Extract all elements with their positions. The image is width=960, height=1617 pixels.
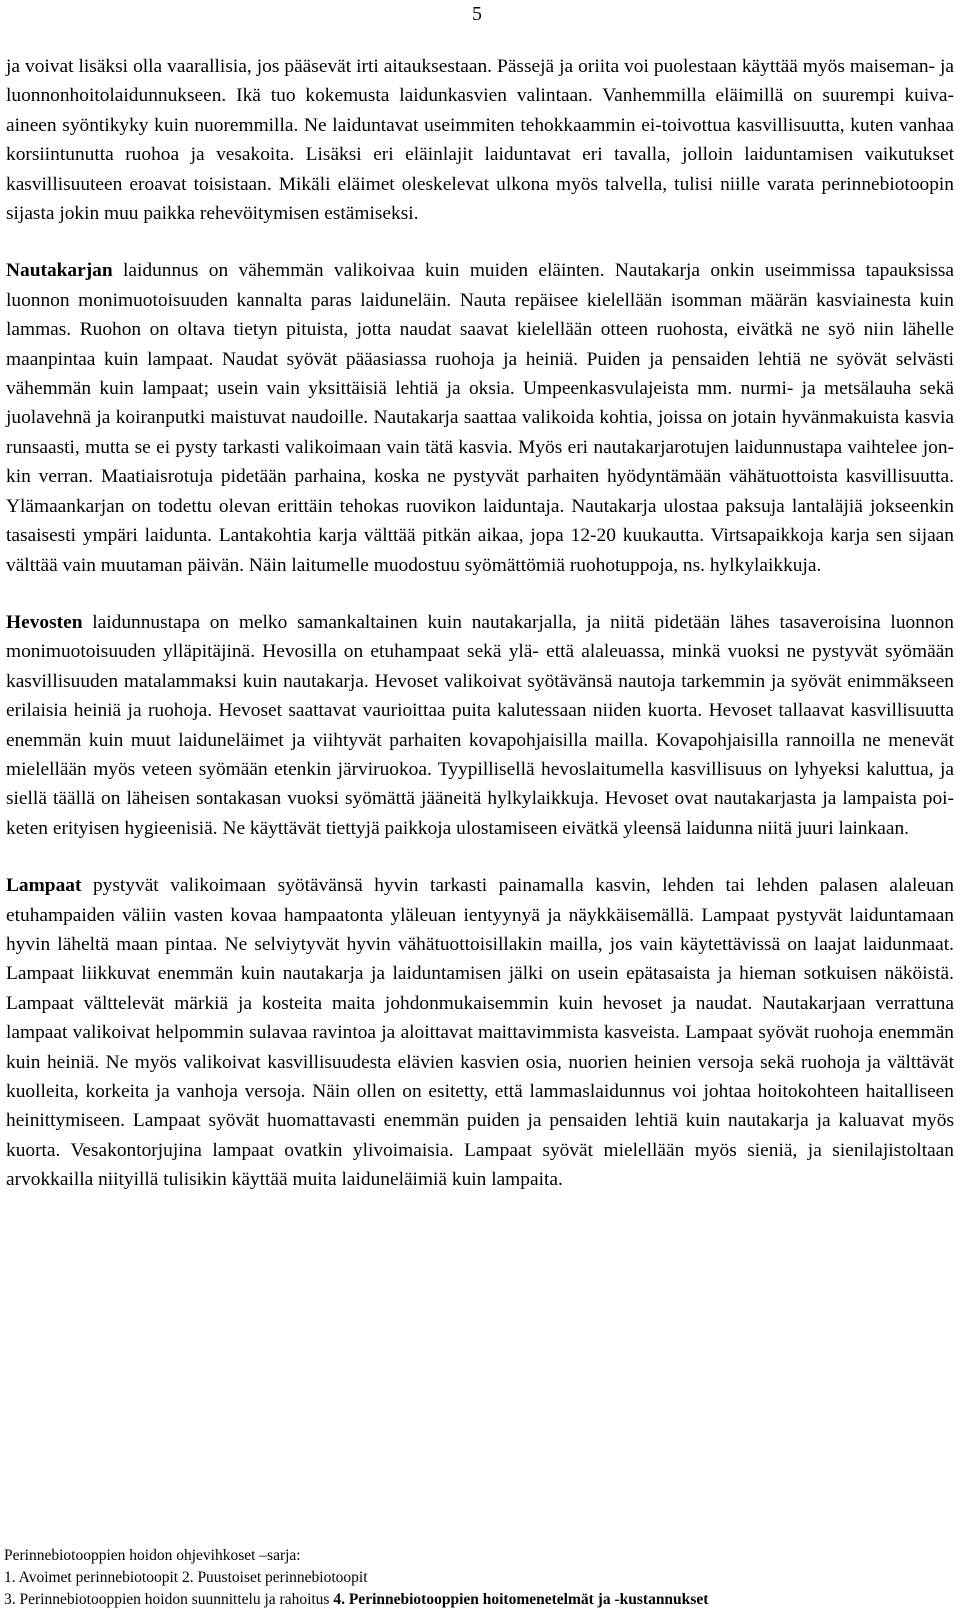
paragraph-lead-term: Nautakarjan bbox=[6, 260, 113, 282]
footer-series-list bbox=[4, 1545, 954, 1611]
paragraph-lampaat bbox=[6, 871, 954, 1194]
paragraph-lead-term: Hevosten bbox=[6, 611, 83, 633]
document-body bbox=[6, 52, 954, 1195]
footer-series-line-2 bbox=[4, 1589, 954, 1611]
paragraph-text: laidunnustapa on melko samankaltainen kuin nautakarjalla, ja niitä pidetään lähes tasaveroisina luonnon monimuotoisuuden ylläpitäjinä. Hevosilla on etuhampaat sekä ylä- että alaleuassa, minkä vuoksi ne pystyvät syömään kasvillisuuden matalammaksi kuin nautakarja. Hevoset valikoivat syötävänsä nautoja tarkemmin ja syövät enimmäkseen erilaisia heiniä ja ruohoja. Hevoset saattavat vaurioittaa puita kalutessaan niiden kuorta. Hevoset tallaavat kasvillisuutta enemmän kuin muut laiduneläimet ja viihtyvät parhaiten kovapohjaisilla mailla. Kovapohjaisilla rannoilla ne menevät mielellään myös veteen syömään etenkin järviruokoa. Tyypillisellä hevoslaitumella kasvillisuus on lyhyeksi kaluttua, ja siellä täällä on läheisen sontakasan vuoksi syömättä jääneitä hylkylaikkuja. Hevoset ovat nautakarjasta ja lampaista poiketen erityisen hygieenisiä. Ne käyttävät tiettyjä paikkoja ulostamiseen eivätkä yleensä laidunna niitä juuri lainkaan. bbox=[6, 611, 954, 839]
paragraph-text: pystyvät valikoimaan syötävänsä hyvin tarkasti painamalla kasvin, lehden tai lehden palasen alaleuan etuhampaiden väliin vasten kovaa hampaatonta yläleuan ientyynyä ja näykkäisemällä. Lampaat pystyvät laiduntamaan hyvin läheltä maan pintaa. Ne selviytyvät hyvin vähätuottoisillakin mailla, jos vain käytettävissä on laajat laidunmaat. Lampaat liikkuvat enemmän kuin nautakarja ja laiduntamisen jälki on usein epätasaista ja hieman sotkuisen näköistä. Lampaat välttelevät märkiä ja kosteita maita johdonmukaisemmin kuin hevoset ja naudat. Nautakarjaan verrattuna lampaat valikoivat helpommin sulavaa ravintoa ja aloittavat maittavimmista kasveista. Lampaat syövät ruohoja enemmän kuin heiniä. Ne myös valikoivat kasvillisuudesta elävien kasvien osia, nuorien heinien versoja sekä ruohoja ja välttävät kuolleita, korkeita ja vanhoja versoja. Näin ollen on esitetty, että lammaslaidunnus voi johtaa hoitokohteen haitalliseen heinittymiseen. Lampaat syövät huomattavasti enemmän puiden ja pensaiden lehtiä kuin nautakarja ja kaluavat myös kuorta. Vesakontorjujina lampaat ovatkin ylivoimaisia. Lampaat syövät mielellään myös sieniä, ja sienilajistoltaan arvokkailla niityillä tulisikin käyttää muita laiduneläimiä kuin lampaita. bbox=[6, 875, 954, 1191]
footer-series-line-1: 1. Avoimet perinnebiotoopit 2. Puustoiset perinnebiotoopit bbox=[4, 1569, 368, 1586]
footer-series-item: 3. Perinnebiotooppien hoidon suunnittelu ja rahoitus bbox=[4, 1591, 334, 1608]
paragraph-text: ja voivat lisäksi olla vaarallisia, jos pääsevät irti aitauksestaan. Pässejä ja oriita voi puolestaan käyttää myös maiseman- ja luonnonhoitolaidunnukseen. Ikä tuo kokemusta laidunkasvien valintaan. Vanhemmilla eläimillä on suurempi kuiva-aineen syöntikyky kuin nuoremmilla. Ne laiduntavat useimmiten tehokkaammin ei-toivottua kasvillisuutta, kuten vanhaa korsiintunutta ruohoa ja vesakoita. Lisäksi eri eläinlajit laiduntavat eri tavalla, jolloin laiduntamisen vaikutukset kasvillisuuteen eroavat toisistaan. Mikäli eläimet oleskelevat ulkona myös talvella, tulisi niille varata perinnebiotoopin sijasta jokin muu paikka rehevöitymisen estämiseksi. bbox=[6, 56, 954, 225]
footer-series-title: Perinnebiotooppien hoidon ohjevihkoset –sarja: bbox=[4, 1547, 301, 1564]
paragraph-nautakarja bbox=[6, 256, 954, 579]
paragraph-lead-term: Lampaat bbox=[6, 875, 82, 897]
page-number: 5 bbox=[472, 3, 482, 25]
paragraph-hevoset bbox=[6, 608, 954, 843]
paragraph-intro bbox=[6, 52, 954, 228]
footer-series-current-item: 4. Perinnebiotooppien hoitomenetelmät ja -kustannukset bbox=[333, 1591, 709, 1608]
paragraph-text: laidunnus on vähemmän valikoivaa kuin muiden eläinten. Nautakarja onkin useimmissa tapauksissa luonnon monimuotoisuuden kannalta paras laiduneläin. Nauta repäisee kielellään isomman määrän kasviainesta kuin lammas. Ruohon on oltava tietyn pituista, jotta naudat saavat kielellään otteen ruohosta, eivätkä ne syö niin lähelle maanpintaa kuin lampaat. Naudat syövät pääasiassa ruohoja ja heiniä. Puiden ja pensaiden lehtiä ne syövät selvästi vähemmän kuin lampaat; usein vain yksittäisiä lehtiä ja oksia. Umpeenkasvulajeista mm. nurmi- ja metsälauha sekä juolavehnä ja koiranputki maistuvat naudoille. Nautakarja saattaa valikoida kohtia, joissa on jotain hyvänmakuista kasvia runsaasti, mutta se ei pysty tarkasti valikoimaan vain tätä kasvia. Myös eri nautakarjarotujen laidunnustapa vaihtelee jonkin verran. Maatiaisrotuja pidetään parhaina, koska ne pystyvät parhaiten hyödyntämään vähätuottoista kasvillisuutta. Ylämaankarjan on todettu olevan erittäin tehokas ruovikon laiduntaja. Nautakarja ulostaa paksuja lantaläjiä jokseenkin tasaisesti ympäri laidunta. Lantakohtia karja välttää pitkän aikaa, jopa 12-20 kuukautta. Virtsapaikkoja karja sen sijaan välttää vain muutaman päivän. Näin laitumelle muodostuu syömättömiä ruohotuppoja, ns. hylkylaikkuja. bbox=[6, 260, 954, 576]
